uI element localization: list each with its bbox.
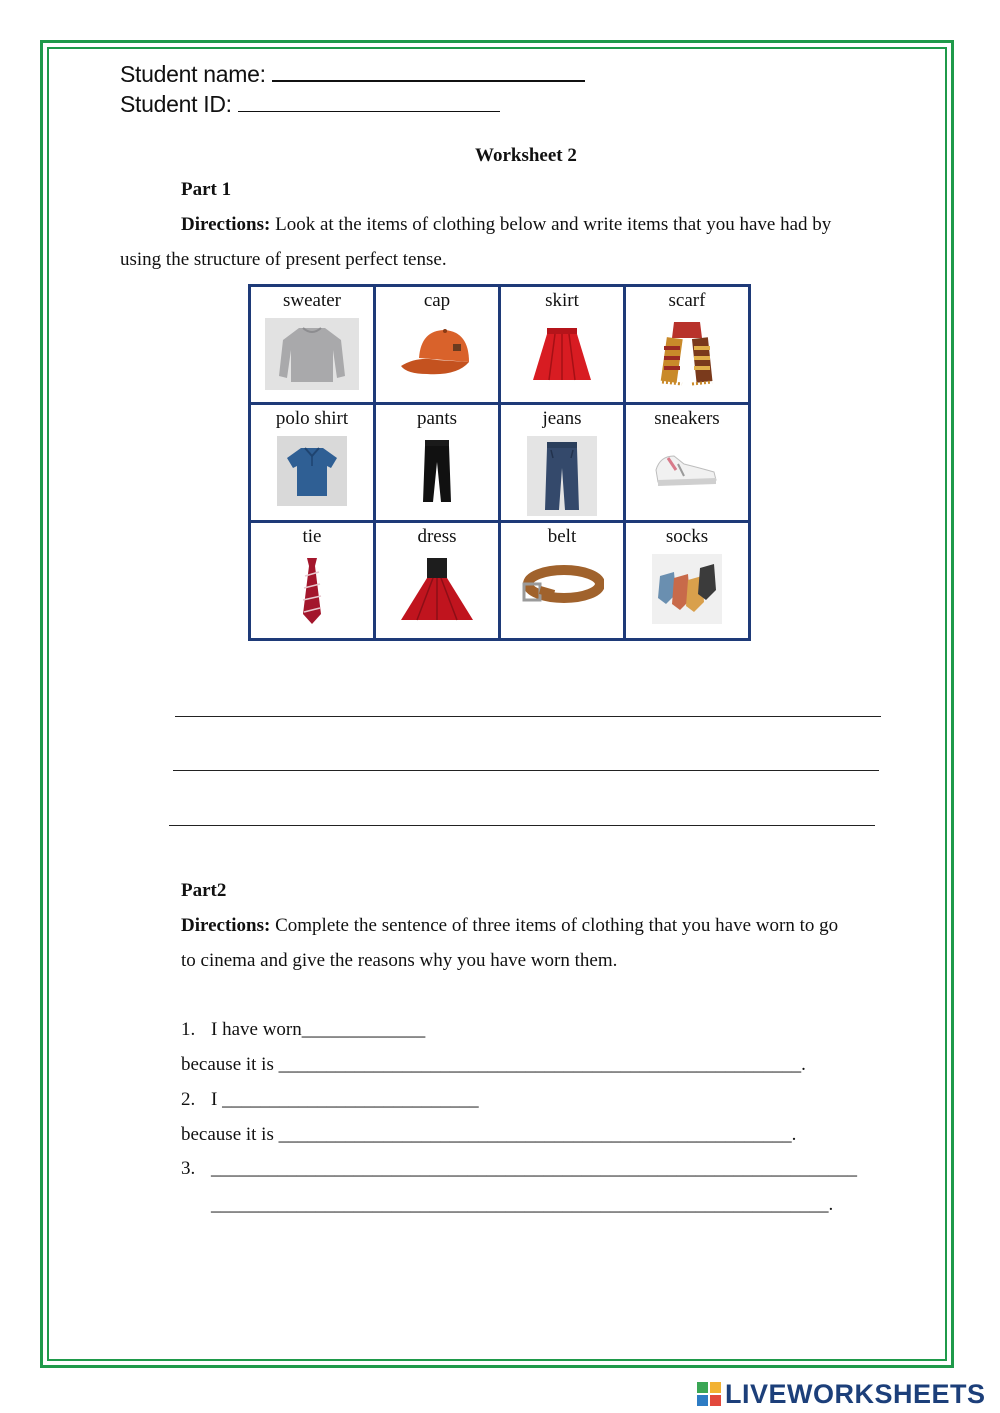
item-cell-skirt xyxy=(500,286,625,404)
scarf-icon xyxy=(650,318,724,390)
cap-icon xyxy=(397,318,477,388)
student-name-label: Student name: xyxy=(120,61,266,87)
item-label: tie xyxy=(302,526,322,547)
item-label: cap xyxy=(423,290,451,311)
belt-icon xyxy=(520,554,604,616)
question-2-number: 2. xyxy=(181,1089,196,1110)
item-cell-tie xyxy=(250,522,375,640)
item-cell-dress xyxy=(375,522,500,640)
clothing-table xyxy=(248,284,751,641)
tie-icon xyxy=(297,554,327,626)
liveworksheets-logo[interactable] xyxy=(697,1380,986,1408)
part2-heading: Part2 xyxy=(181,880,227,901)
part1-directions-line1 xyxy=(181,214,831,236)
socks-icon xyxy=(652,554,722,624)
question-2-text[interactable]: I ___________________________ xyxy=(211,1089,479,1110)
table-row xyxy=(250,286,750,404)
item-label: sneakers xyxy=(654,408,720,429)
sneakers-icon xyxy=(650,436,724,496)
part1-directions-text1: Look at the items of clothing below and write items that you have had by xyxy=(270,214,832,235)
part2-directions-line1 xyxy=(181,915,838,937)
item-cell-sweater xyxy=(250,286,375,404)
question-3-number: 3. xyxy=(181,1158,196,1179)
student-id-row xyxy=(120,91,500,118)
answer-line-1[interactable] xyxy=(175,716,881,717)
answer-line-3[interactable] xyxy=(169,825,875,826)
question-2-because[interactable]: because it is ______________________________________________________. xyxy=(181,1124,797,1145)
item-label: socks xyxy=(665,526,709,547)
item-cell-cap xyxy=(375,286,500,404)
question-3-line2[interactable]: _________________________________________________________________. xyxy=(211,1194,834,1215)
item-cell-scarf xyxy=(625,286,750,404)
item-label: pants xyxy=(416,408,458,429)
table-row xyxy=(250,522,750,640)
student-id-field[interactable] xyxy=(238,91,500,112)
item-cell-sneakers xyxy=(625,404,750,522)
question-1-because[interactable]: because it is _______________________________________________________. xyxy=(181,1054,806,1075)
question-3-line1[interactable]: ____________________________________________________________________ xyxy=(211,1158,857,1179)
dress-icon xyxy=(397,554,477,626)
part2-directions-label: Directions: xyxy=(181,915,271,936)
item-label: belt xyxy=(547,526,577,547)
jeans-icon xyxy=(527,436,597,516)
polo-shirt-icon xyxy=(277,436,347,506)
worksheet-title: Worksheet 2 xyxy=(475,145,577,166)
part1-directions-label: Directions: xyxy=(181,214,271,235)
item-cell-belt xyxy=(500,522,625,640)
sweater-icon xyxy=(265,318,359,390)
answer-line-2[interactable] xyxy=(173,770,879,771)
part2-directions-text1: Complete the sentence of three items of clothing that you have worn to go xyxy=(270,915,839,936)
skirt-icon xyxy=(527,318,597,388)
item-label: dress xyxy=(417,526,457,547)
student-name-row xyxy=(120,60,585,88)
item-label: polo shirt xyxy=(275,408,349,429)
pants-icon xyxy=(417,436,457,506)
item-cell-pants xyxy=(375,404,500,522)
item-cell-polo-shirt xyxy=(250,404,375,522)
student-name-field[interactable] xyxy=(272,60,585,82)
part2-directions-line2: to cinema and give the reasons why you have worn them. xyxy=(181,950,618,971)
student-id-label: Student ID: xyxy=(120,91,232,117)
item-label: jeans xyxy=(542,408,582,429)
question-1-text[interactable]: I have worn_____________ xyxy=(211,1019,426,1040)
liveworksheets-logo-icon xyxy=(697,1382,721,1406)
liveworksheets-brand: LIVEWORKSHEETS xyxy=(725,1378,986,1409)
item-cell-socks xyxy=(625,522,750,640)
item-label: sweater xyxy=(282,290,342,311)
table-row xyxy=(250,404,750,522)
item-label: skirt xyxy=(545,290,579,311)
part1-heading: Part 1 xyxy=(181,179,232,200)
question-1-number: 1. xyxy=(181,1019,196,1040)
item-label: scarf xyxy=(668,290,706,311)
part1-directions-line2: using the structure of present perfect tense. xyxy=(120,249,447,270)
item-cell-jeans xyxy=(500,404,625,522)
